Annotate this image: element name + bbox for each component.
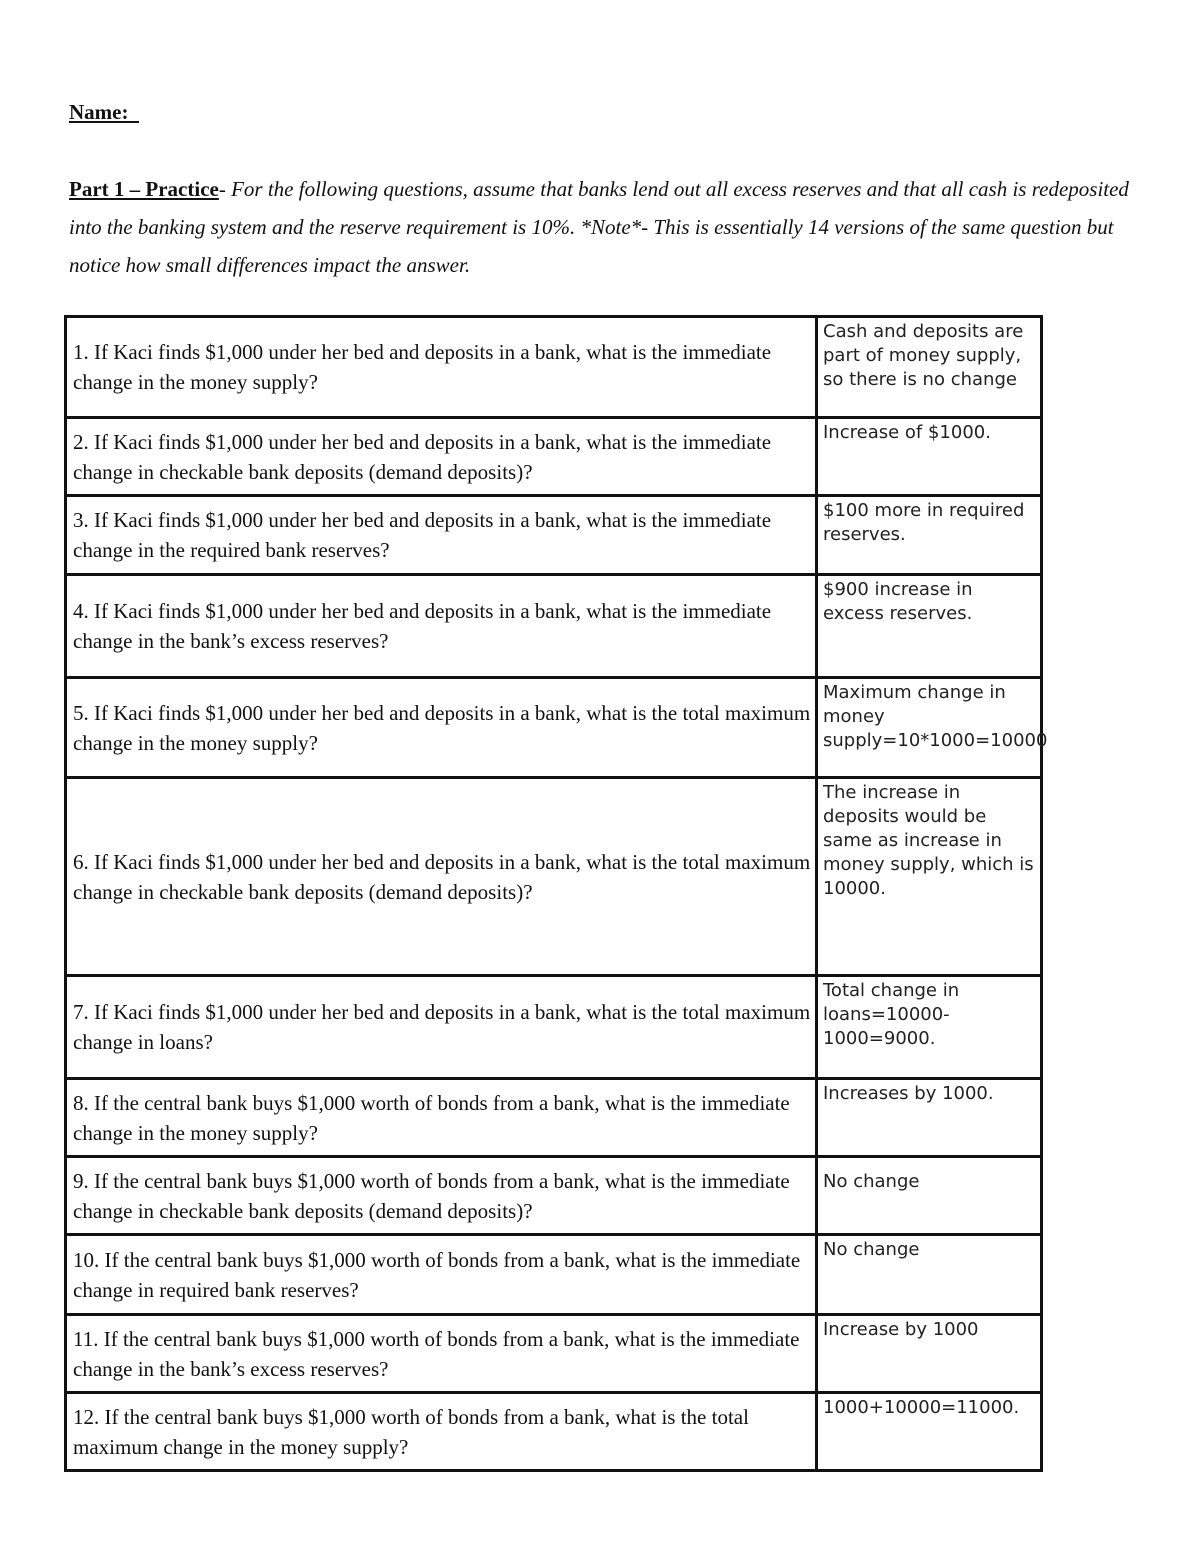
question-cell: 11. If the central bank buys $1,000 worth of bonds from a bank, what is the immediate change in the bank’s excess reserves?	[66, 1315, 817, 1393]
table-row	[66, 1235, 1042, 1315]
answer-cell: No change	[817, 1157, 1042, 1235]
table-row	[66, 976, 1042, 1079]
intro-paragraph	[69, 170, 1134, 284]
table-row	[66, 1393, 1042, 1471]
question-cell: 7. If Kaci finds $1,000 under her bed and deposits in a bank, what is the total maximum change in loans?	[66, 976, 817, 1079]
table-row	[66, 1157, 1042, 1235]
question-cell: 10. If the central bank buys $1,000 worth of bonds from a bank, what is the immediate change in required bank reserves?	[66, 1235, 817, 1315]
part-heading: Part 1 – Practice	[69, 177, 219, 201]
table-row	[66, 1079, 1042, 1157]
answer-cell: No change	[817, 1235, 1042, 1315]
instructions-text: - For the following questions, assume that banks lend out all excess reserves and that all cash is redeposited into the banking system and the reserve requirement is 10%. *Note*- This is essentially 14 versions of the same question but notice how small differences impact the answer.	[69, 177, 1129, 277]
name-label: Name:	[69, 100, 139, 124]
answer-cell: Maximum change in money supply=10*1000=10000	[817, 678, 1042, 778]
question-cell: 9. If the central bank buys $1,000 worth of bonds from a bank, what is the immediate change in checkable bank deposits (demand deposits)?	[66, 1157, 817, 1235]
question-cell: 4. If Kaci finds $1,000 under her bed and deposits in a bank, what is the immediate change in the bank’s excess reserves?	[66, 575, 817, 678]
answer-cell: Increases by 1000.	[817, 1079, 1042, 1157]
answer-cell: $100 more in required reserves.	[817, 496, 1042, 575]
question-cell: 12. If the central bank buys $1,000 worth of bonds from a bank, what is the total maximum change in the money supply?	[66, 1393, 817, 1471]
table-row	[66, 1315, 1042, 1393]
answer-cell: Total change in loans=10000-1000=9000.	[817, 976, 1042, 1079]
table-row	[66, 678, 1042, 778]
answer-cell: Cash and deposits are part of money supply, so there is no change	[817, 317, 1042, 418]
table-row	[66, 317, 1042, 418]
table-row	[66, 496, 1042, 575]
question-cell: 6. If Kaci finds $1,000 under her bed and deposits in a bank, what is the total maximum change in checkable bank deposits (demand deposits)?	[66, 778, 817, 976]
question-cell: 1. If Kaci finds $1,000 under her bed and deposits in a bank, what is the immediate change in the money supply?	[66, 317, 817, 418]
answer-cell: $900 increase in excess reserves.	[817, 575, 1042, 678]
questions-table	[64, 315, 1048, 1472]
table-row	[66, 575, 1042, 678]
answer-cell: The increase in deposits would be same as increase in money supply, which is 10000.	[817, 778, 1042, 976]
answer-cell: 1000+10000=11000.	[817, 1393, 1042, 1471]
answer-cell: Increase by 1000	[817, 1315, 1042, 1393]
question-cell: 3. If Kaci finds $1,000 under her bed and deposits in a bank, what is the immediate change in the required bank reserves?	[66, 496, 817, 575]
question-cell: 2. If Kaci finds $1,000 under her bed and deposits in a bank, what is the immediate change in checkable bank deposits (demand deposits)?	[66, 418, 817, 496]
question-cell: 8. If the central bank buys $1,000 worth of bonds from a bank, what is the immediate change in the money supply?	[66, 1079, 817, 1157]
question-cell: 5. If Kaci finds $1,000 under her bed and deposits in a bank, what is the total maximum change in the money supply?	[66, 678, 817, 778]
table-row	[66, 778, 1042, 976]
table-row	[66, 418, 1042, 496]
answer-cell: Increase of $1000.	[817, 418, 1042, 496]
